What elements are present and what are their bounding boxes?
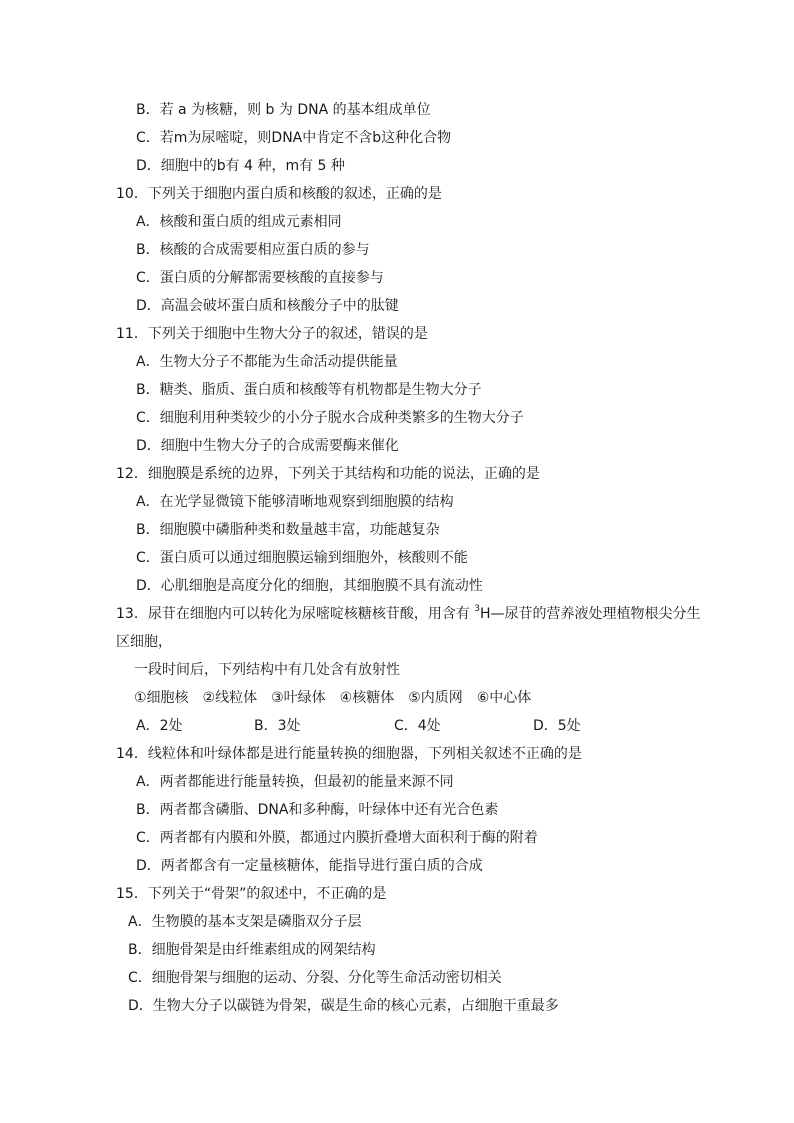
q13-stem: [116, 605, 701, 623]
q10-option-b: B．核酸的合成需要相应蛋白质的参与: [136, 242, 370, 258]
q10-option-c: C．蛋白质的分解都需要核酸的直接参与: [136, 270, 384, 286]
q14-stem: 14．线粒体和叶绿体都是进行能量转换的细胞器，下列相关叙述不正确的是: [116, 746, 582, 762]
q12-stem: 12．细胞膜是系统的边界，下列关于其结构和功能的说法，正确的是: [116, 466, 540, 482]
q13-option-c: C．4处: [394, 718, 441, 734]
tritium-superscript: 3: [474, 604, 480, 615]
q14-option-a: A．两者都能进行能量转换，但最初的能量来源不同: [136, 774, 454, 790]
q11-stem: 11．下列关于细胞中生物大分子的叙述，错误的是: [116, 326, 428, 342]
q13-structure-list: ①细胞核 ②线粒体 ③叶绿体 ④核糖体 ⑤内质网 ⑥中心体: [134, 690, 532, 706]
q12-option-b: B．细胞膜中磷脂种类和数量越丰富，功能越复杂: [136, 522, 440, 538]
q10-stem: 10．下列关于细胞内蛋白质和核酸的叙述，正确的是: [116, 186, 442, 202]
q13-option-a: A．2处: [136, 718, 183, 734]
q11-option-c: C．细胞利用种类较少的小分子脱水合成种类繁多的生物大分子: [136, 410, 524, 426]
q12-option-c: C．蛋白质可以通过细胞膜运输到细胞外，核酸则不能: [136, 550, 468, 566]
q14-option-b: B．两者都含磷脂、DNA和多种酶，叶绿体中还有光合色素: [136, 802, 499, 818]
q15-option-b: B．细胞骨架是由纤维素组成的网架结构: [128, 942, 376, 958]
q10-option-d: D．高温会破坏蛋白质和核酸分子中的肽键: [136, 298, 399, 314]
q12-option-a: A．在光学显微镜下能够清晰地观察到细胞膜的结构: [136, 494, 454, 510]
q15-option-c: C．细胞骨架与细胞的运动、分裂、分化等生命活动密切相关: [128, 970, 502, 986]
q11-option-a: A．生物大分子不都能为生命活动提供能量: [136, 354, 398, 370]
q13-stem-line3: 一段时间后，下列结构中有几处含有放射性: [134, 662, 400, 678]
q14-option-d: D．两者都含有一定量核糖体，能指导进行蛋白质的合成: [136, 858, 483, 874]
q11-option-d: D．细胞中生物大分子的合成需要酶来催化: [136, 438, 399, 454]
q13-option-b: B．3处: [254, 718, 301, 734]
q13-option-d: D．5处: [533, 718, 581, 734]
q13-stem-pre: 13．尿苷在细胞内可以转化为尿嘧啶核糖核苷酸，用含有: [116, 606, 475, 622]
q15-stem: 15．下列关于“骨架”的叙述中，不正确的是: [116, 886, 387, 902]
q15-option-d: D．生物大分子以碳链为骨架，碳是生命的核心元素，占细胞干重最多: [128, 998, 559, 1014]
q12-option-d: D．心肌细胞是高度分化的细胞，其细胞膜不具有流动性: [136, 578, 483, 594]
q11-option-b: B．糖类、脂质、蛋白质和核酸等有机物都是生物大分子: [136, 382, 482, 398]
q15-option-a: A．生物膜的基本支架是磷脂双分子层: [128, 914, 362, 930]
q9-option-c: C．若m为尿嘧啶，则DNA中肯定不含b这种化合物: [136, 130, 452, 146]
q14-option-c: C．两者都有内膜和外膜，都通过内膜折叠增大面积利于酶的附着: [136, 830, 538, 846]
q13-stem-post: H—尿苷的营养液处理植物根尖分生: [480, 606, 701, 622]
q13-stem-line2: 区细胞，: [116, 634, 172, 650]
q9-option-b: B．若 a 为核糖，则 b 为 DNA 的基本组成单位: [136, 102, 431, 118]
q9-option-d: D．细胞中的b有 4 种，m有 5 种: [136, 158, 345, 174]
q10-option-a: A．核酸和蛋白质的组成元素相同: [136, 214, 342, 230]
